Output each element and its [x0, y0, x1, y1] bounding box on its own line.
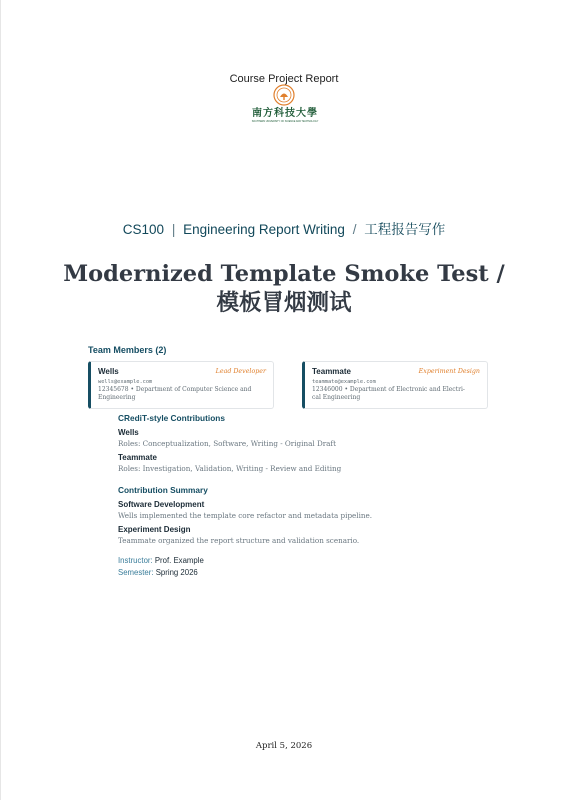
semester-label: Semester: — [118, 568, 154, 577]
instructor-label: Instructor: — [118, 556, 153, 565]
summary-entry-title: Software Development — [118, 500, 205, 509]
member-name: Teammate — [312, 367, 351, 376]
member-role: Lead Developer — [215, 368, 266, 375]
credit-member-name: Teammate — [118, 453, 157, 462]
member-department-line: 12345678 • Department of Computer Science and — [98, 386, 252, 393]
semester-value: Spring 2026 — [155, 568, 198, 577]
credit-heading: CRediT-style Contributions — [118, 413, 225, 423]
course-name-en: Engineering Report Writing — [183, 222, 345, 237]
summary-entry-text: Teammate organized the report structure and validation scenario. — [118, 536, 360, 545]
member-email: teammate@example.com — [312, 379, 376, 385]
summary-heading: Contribution Summary — [118, 485, 208, 495]
member-department-line: cal Engineering — [312, 394, 361, 402]
instructor-value: Prof. Example — [154, 556, 204, 565]
member-department — [98, 386, 266, 402]
member-department — [312, 386, 480, 402]
report-title — [1, 260, 566, 318]
summary-entry-title: Experiment Design — [118, 525, 191, 534]
course-separator: / — [352, 222, 357, 237]
semester-row — [118, 568, 198, 577]
course-separator: | — [171, 222, 176, 237]
course-code: CS100 — [122, 222, 165, 237]
report-type-label: Course Project Report — [229, 73, 339, 85]
instructor-row — [118, 556, 204, 565]
credit-member-name: Wells — [118, 428, 139, 437]
member-department-line: Engineering — [98, 394, 136, 402]
report-title-line2: 模板冒烟测试 — [216, 290, 352, 316]
university-name-en: SOUTHERN UNIVERSITY OF SCIENCE AND TECHNOLOGY — [251, 120, 319, 123]
report-date: April 5, 2026 — [255, 741, 313, 751]
team-members-heading: Team Members (2) — [88, 345, 167, 355]
member-email: wells@example.com — [98, 379, 153, 385]
summary-entry-text: Wells implemented the template core refactor and metadata pipeline. — [118, 511, 373, 520]
course-line — [1, 218, 566, 238]
university-name-cn: 南方科技大學 — [252, 108, 318, 119]
member-role: Experiment Design — [418, 368, 480, 375]
university-emblem-icon — [273, 84, 295, 106]
member-card — [88, 361, 274, 409]
credit-member-roles: Roles: Investigation, Validation, Writing - Review and Editing — [118, 464, 342, 473]
credit-member-roles: Roles: Conceptualization, Software, Writing - Original Draft — [118, 439, 336, 448]
member-department-line: 12346000 • Department of Electronic and Electri- — [312, 386, 465, 393]
course-name-cn: 工程报告写作 — [364, 222, 446, 237]
report-title-line1: Modernized Template Smoke Test / — [63, 261, 505, 287]
member-card — [302, 361, 488, 409]
university-logo — [1, 83, 566, 133]
member-name: Wells — [98, 367, 119, 376]
